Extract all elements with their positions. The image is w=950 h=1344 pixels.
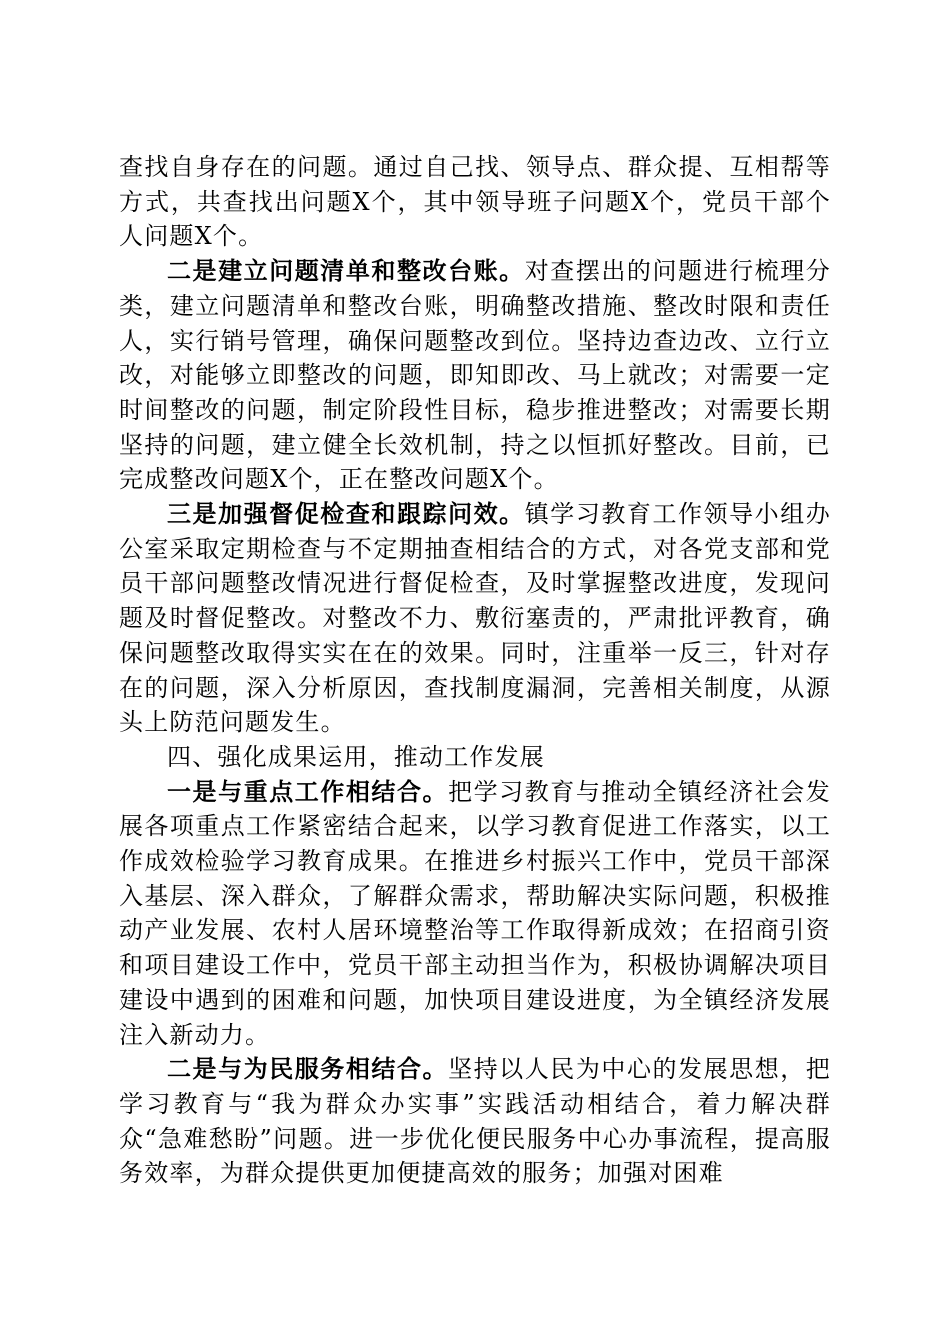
document-page (119, 150, 831, 1191)
paragraph-5-lead: 一是与重点工作相结合。 (167, 776, 449, 806)
paragraph-3-lead: 三是加强督促检查和跟踪问效。 (167, 499, 525, 529)
paragraph-6-lead: 二是与为民服务相结合。 (167, 1054, 449, 1084)
section-heading (119, 740, 831, 775)
paragraph-5-text: 把学习教育与推动全镇经济社会发展各项重点工作紧密结合起来，以学习教育促进工作落实，以工作成效检验学习教育成果。在推进乡村振兴工作中，党员干部深入基层、深入群众，了解群众需求，帮助解决实际问题，积极推动产业发展、农村人居环境整治等工作取得新成效；在招商引资和项目建设工作中，党员干部主动担当作为，积极协调解决项目建设中遇到的困难和问题，加快项目建设进度，为全镇经济发展注入新动力。 (119, 777, 832, 1049)
paragraph-6 (119, 1052, 831, 1191)
paragraph-1-text: 查找自身存在的问题。通过自己找、领导点、群众提、互相帮等方式，共查找出问题X个，其中领导班子问题X个，党员干部个人问题X个。 (119, 153, 831, 251)
paragraph-2-text: 对查摆出的问题进行梳理分类，建立问题清单和整改台账，明确整改措施、整改时限和责任人，实行销号管理，确保问题整改到位。坚持边查边改、立行立改，对能够立即整改的问题，即知即改、马上就改；对需要一定时间整改的问题，制定阶段性目标，稳步推进整改；对需要长期坚持的问题，建立健全长效机制，持之以恒抓好整改。目前，已完成整改问题X个，正在整改问题X个。 (119, 257, 831, 494)
paragraph-6-text: 坚持以人民为中心的发展思想，把学习教育与“我为群众办实事”实践活动相结合，着力解决群众“急难愁盼”问题。进一步优化便民服务中心办事流程，提高服务效率，为群众提供更加便捷高效的服务；加强对困难 (119, 1055, 832, 1188)
paragraph-3-text: 镇学习教育工作领导小组办公室采取定期检查与不定期抽查相结合的方式，对各党支部和党员干部问题整改情况进行督促检查，及时掌握整改进度，发现问题及时督促整改。对整改不力、敷衍塞责的，严肃批评教育，确保问题整改取得实实在在的效果。同时，注重举一反三，针对存在的问题，深入分析原因，查找制度漏洞，完善相关制度，从源头上防范问题发生。 (119, 500, 831, 737)
section-heading-text: 四、强化成果运用，推动工作发展 (167, 742, 545, 771)
paragraph-3 (119, 497, 831, 740)
paragraph-1 (119, 150, 831, 254)
paragraph-5 (119, 775, 831, 1053)
paragraph-2 (119, 254, 831, 497)
paragraph-2-lead: 二是建立问题清单和整改台账。 (167, 256, 525, 286)
